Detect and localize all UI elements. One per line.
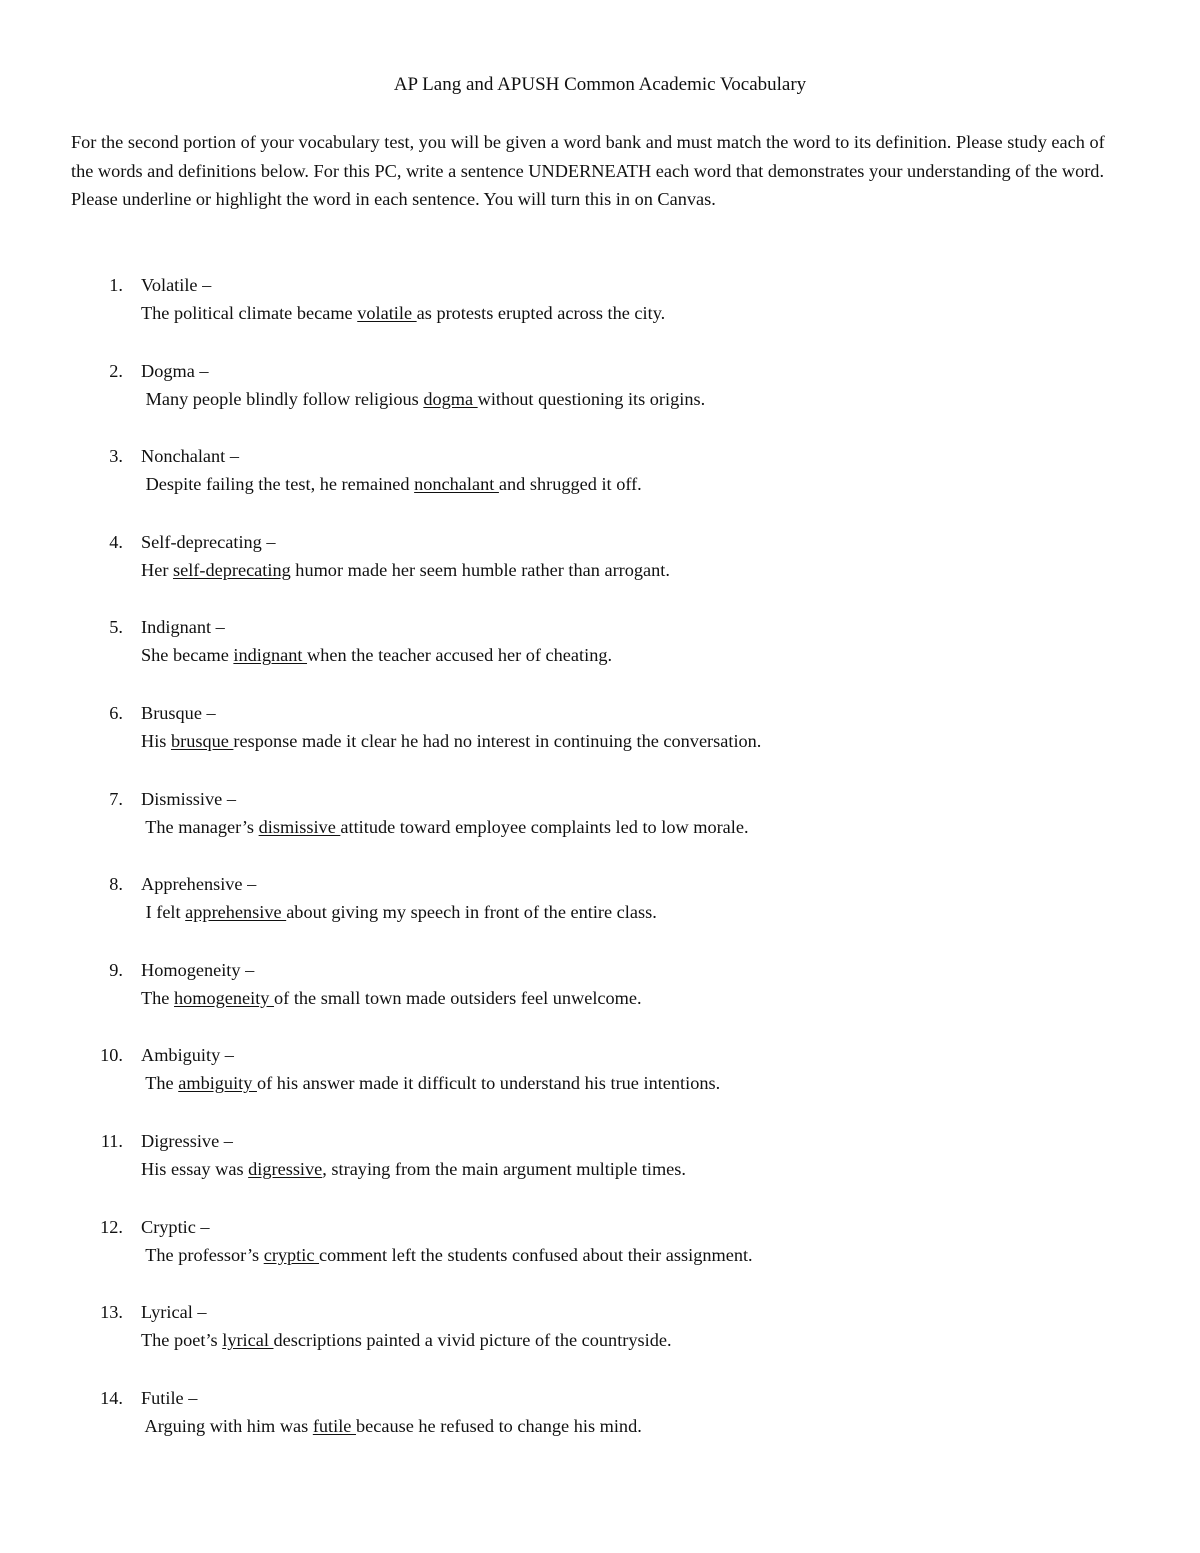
item-number: 1. [109,275,123,295]
underlined-word: brusque [170,730,234,751]
vocab-term: Dismissive – [141,788,236,809]
list-item [0,1213,1200,1299]
underlined-word: self-deprecating [172,559,291,580]
item-number: 12. [100,1216,123,1237]
example-sentence: She became indignant when the teacher accused her of cheating. [141,645,613,666]
vocab-term: Dogma – [141,360,209,381]
vocab-term: Apprehensive – [141,874,257,895]
list-item [0,785,1200,871]
underlined-word: ambiguity [178,1073,257,1094]
example-sentence: The manager’s dismissive attitude toward employee complaints led to low morale. [141,816,749,837]
list-item [0,357,1200,443]
page-title: AP Lang and APUSH Common Academic Vocabulary [393,74,807,95]
item-number: 5. [109,617,123,638]
vocab-term: Volatile – [141,275,212,295]
list-item [0,1041,1200,1127]
underlined-word: lyrical [222,1330,274,1351]
list-item [0,699,1200,785]
list-item [0,1384,1200,1470]
example-sentence: The political climate became volatile as protests erupted across the city. [141,303,666,323]
item-number: 7. [109,788,123,809]
item-number: 10. [100,1045,123,1066]
vocab-term: Cryptic – [141,1216,210,1237]
item-number: 9. [109,959,123,980]
underlined-word: indignant [233,645,308,666]
example-sentence: Despite failing the test, he remained nonchalant and shrugged it off. [141,474,642,495]
item-number: 14. [100,1387,123,1408]
example-sentence: His essay was digressive, straying from the main argument multiple times. [141,1158,686,1179]
vocab-term: Nonchalant – [141,446,239,467]
item-number: 2. [109,360,123,381]
list-item [0,1298,1200,1384]
underlined-word: cryptic [263,1244,320,1265]
vocab-term: Digressive – [141,1130,233,1151]
underlined-word: dogma [423,388,478,409]
example-sentence: The ambiguity of his answer made it difficult to understand his true intentions. [141,1073,721,1094]
list-item [0,442,1200,528]
underlined-word: homogeneity [174,987,275,1008]
list-item [0,956,1200,1042]
example-sentence: The poet’s lyrical descriptions painted a vivid picture of the countryside. [141,1330,672,1351]
example-sentence: The homogeneity of the small town made outsiders feel unwelcome. [141,987,642,1008]
item-number: 13. [100,1302,123,1323]
vocab-term: Lyrical – [141,1302,207,1323]
underlined-word: volatile [357,303,417,323]
item-number: 11. [100,1130,123,1151]
item-number: 4. [109,531,123,552]
list-item [0,613,1200,699]
underlined-word: futile [312,1415,356,1436]
item-number: 6. [109,702,123,723]
example-sentence: Her self-deprecating humor made her seem humble rather than arrogant. [141,559,670,580]
vocab-term: Futile – [141,1387,198,1408]
vocab-term: Indignant – [141,617,225,638]
instructions-paragraph: For the second portion of your vocabulary test, you will be given a word bank and must match the word to its definition. Please study each of the words and definitions below. For this PC, write a sentence UNDERNEATH each word that demonstrates your understanding of the word. Please underline or highlight the word in each sentence. You will turn this in on Canvas. [71,132,1105,209]
example-sentence: The professor’s cryptic comment left the students confused about their assignment. [141,1244,753,1265]
example-sentence: Many people blindly follow religious dogma without questioning its origins. [141,388,706,409]
vocab-term: Brusque – [141,702,216,723]
list-item [0,1127,1200,1213]
example-sentence: I felt apprehensive about giving my speech in front of the entire class. [141,902,657,923]
list-item [0,528,1200,614]
item-number: 3. [109,446,123,467]
underlined-word: digressive [248,1158,323,1179]
vocab-term: Ambiguity – [141,1045,234,1066]
underlined-word: nonchalant [414,474,499,495]
vocab-term: Homogeneity – [141,959,255,980]
underlined-word: dismissive [258,816,341,837]
vocab-term: Self-deprecating – [141,531,276,552]
vocabulary-list [0,271,1200,1469]
list-item [0,870,1200,956]
example-sentence: Arguing with him was futile because he refused to change his mind. [141,1415,642,1436]
list-item [0,271,1200,357]
item-number: 8. [109,874,123,895]
underlined-word: apprehensive [185,902,287,923]
example-sentence: His brusque response made it clear he had no interest in continuing the conversation. [141,730,762,751]
